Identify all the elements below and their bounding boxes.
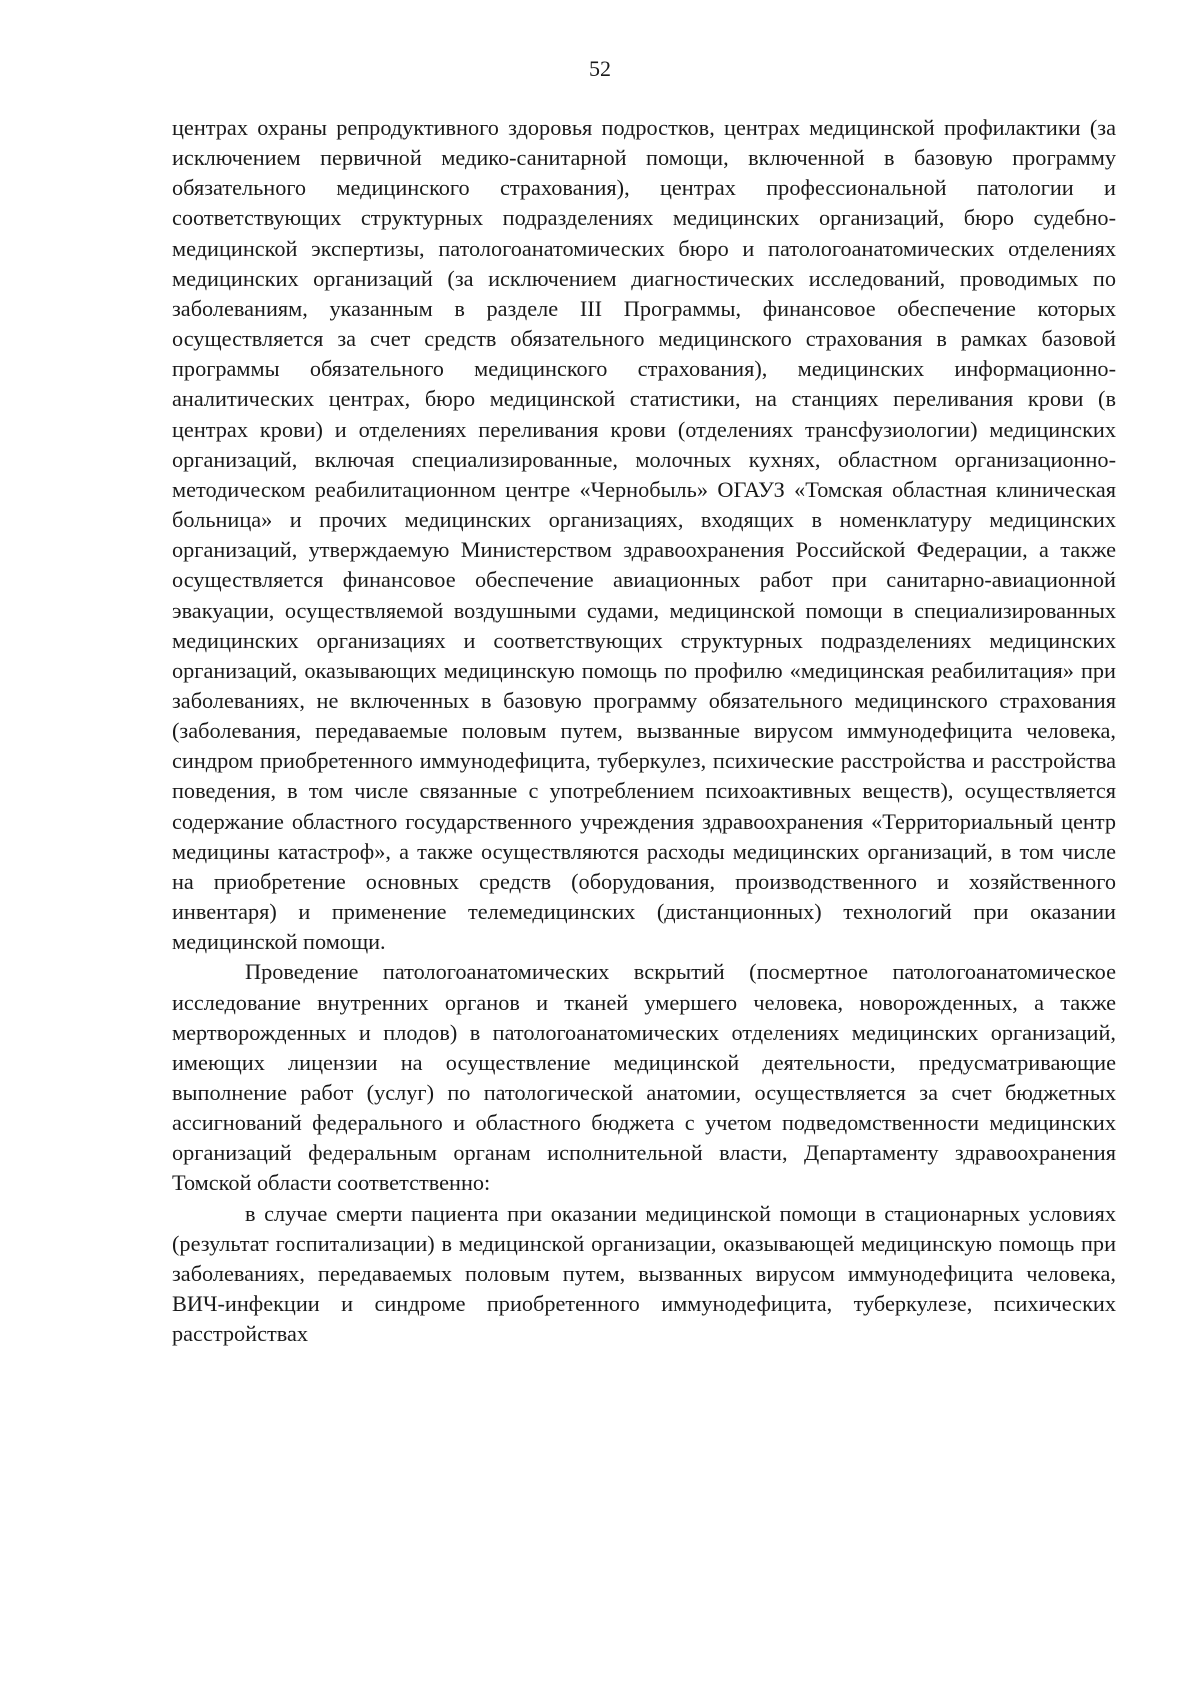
paragraph-financing-institutions: центрах охраны репродуктивного здоровья подростков, центрах медицинской профилактики (за исключением первичной медико-санитарной помощи, включенной в базовую программу обязательного медицинского страхования), центрах профессиональной патологии и соответствующих структурных подразделениях медицинских организаций, бюро судебно-медицинской экспертизы, патологоанатомических бюро и патологоанатомических отделениях медицинских организаций (за исключением диагностических исследований, проводимых по заболеваниям, указанным в разделе III Программы, финансовое обеспечение которых осуществляется за счет средств обязательного медицинского страхования в рамках базовой программы обязательного медицинского страхования), медицинских информационно-аналитических центрах, бюро медицинской статистики, на станциях переливания крови (в центрах крови) и отделениях переливания крови (отделениях трансфузиологии) медицинских организаций, включая специализированные, молочных кухнях, областном организационно-методическом реабилитационном центре «Чернобыль» ОГАУЗ «Томская областная клиническая больница» и прочих медицинских организациях, входящих в номенклатуру медицинских организаций, утверждаемую Министерством здравоохранения Российской Федерации, а также осуществляется финансовое обеспечение авиационных работ при санитарно-авиационной эвакуации, осуществляемой воздушными судами, медицинской помощи в специализированных медицинских организациях и соответствующих структурных подразделениях медицинских организаций, оказывающих медицинскую помощь по профилю «медицинская реабилитация» при заболеваниях, не включенных в базовую программу обязательного медицинского страхования (заболевания, передаваемые половым путем, вызванные вирусом иммунодефицита человека, синдром приобретенного иммунодефицита, туберкулез, психические расстройства и расстройства поведения, в том числе связанные с употреблением психоактивных веществ), осуществляется содержание областного государственного учреждения здравоохранения «Территориальный центр медицины катастроф», а также осуществляются расходы медицинских организаций, в том числе на приобретение основных средств (оборудования, производственного и хозяйственного инвентаря) и применение телемедицинских (дистанционных) технологий при оказании медицинской помощи. bbox=[172, 115, 1116, 955]
paragraph-autopsy-financing: Проведение патологоанатомических вскрытий (посмертное патологоанатомическое исследование внутренних органов и тканей умершего человека, новорожденных, а также мертворожденных и плодов) в патологоанатомических отделениях медицинских организаций, имеющих лицензии на осуществление медицинской деятельности, предусматривающие выполнение работ (услуг) по патологической анатомии, осуществляется за счет бюджетных ассигнований федерального и областного бюджета с учетом подведомственности медицинских организаций федеральным органам исполнительной власти, Департаменту здравоохранения Томской области соответственно: bbox=[172, 959, 1116, 1196]
document-body bbox=[172, 113, 1116, 1349]
paragraph-death-case: в случае смерти пациента при оказании медицинской помощи в стационарных условиях (результат госпитализации) в медицинской организации, оказывающей медицинскую помощь при заболеваниях, передаваемых половым путем, вызванных вирусом иммунодефицита человека, ВИЧ-инфекции и синдроме приобретенного иммунодефицита, туберкулезе, психических расстройствах bbox=[172, 1200, 1116, 1347]
page-number: 52 bbox=[589, 56, 611, 81]
